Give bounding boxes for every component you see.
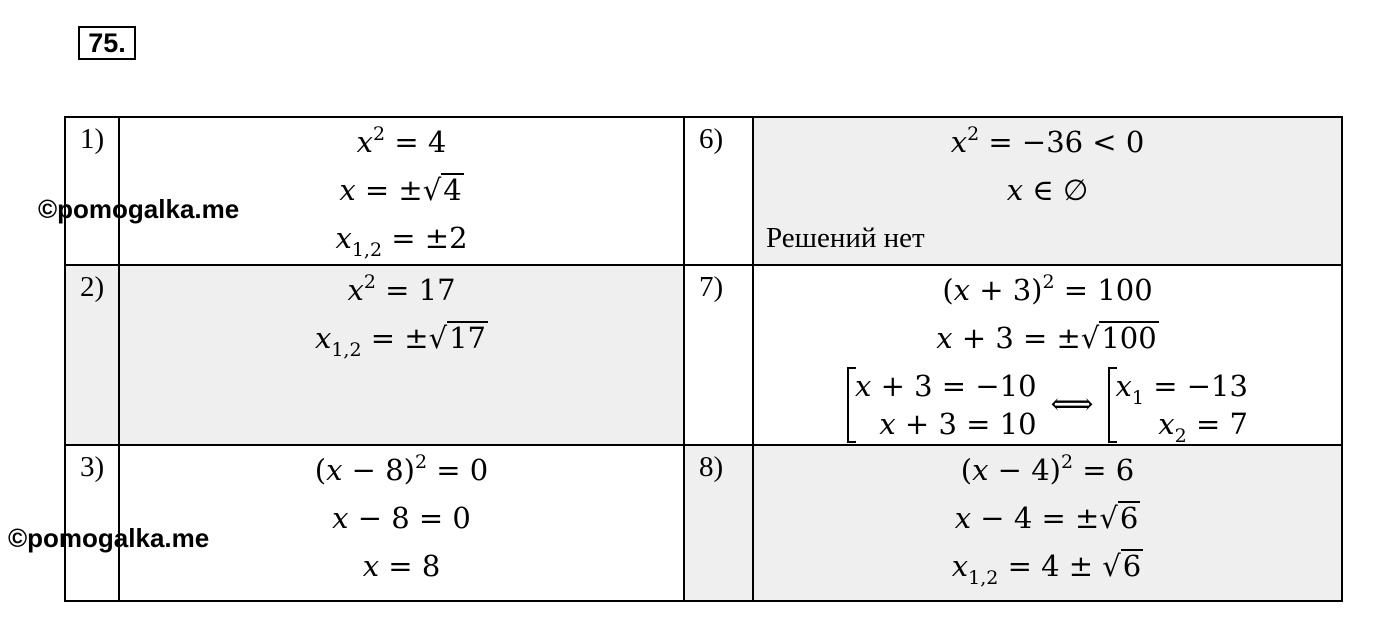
item-number-2: 2) [65,265,119,445]
item-number-3: 3) [65,445,119,601]
solution-2: $x^2 = 17$ $x_{1,2} = \pm√17$ [119,265,684,445]
solution-1: $x^2 = 4$ x = ±√4 $x_{1,2} = \pm 2$ [119,117,684,265]
item-number-8: 8) [684,445,753,601]
item-number-6: 6) [684,117,753,265]
solution-7: $(x + 3)^2 = 100$ x + 3 = ±√100 x + 3 = −10 x + 3 = 10 ⟺ $x_1 = -13$ $x_2 = 7$ [753,265,1342,445]
solution-8: $(x - 4)^2 = 6$ x − 4 = ±√6 $x_{1,2} = 4 \pm √6$ [753,445,1342,601]
no-solutions-text: Решений нет [766,222,925,254]
table-row [65,117,1342,265]
solution-3: $(x - 8)^2 = 0$ x − 8 = 0 x = 8 [119,445,684,601]
item-number-7: 7) [684,265,753,445]
solution-6: $x^2 = -36 < 0$ x ∈ ∅ Решений нет [753,117,1342,265]
watermark-top: ©pomogalka.me [38,194,240,224]
solutions-table [64,116,1343,602]
table-row [65,445,1342,601]
problem-number: 75. [78,26,136,60]
watermark-bottom: ©pomogalka.me [8,523,210,553]
table-row [65,265,1342,445]
item-number-1: 1) [65,117,119,265]
